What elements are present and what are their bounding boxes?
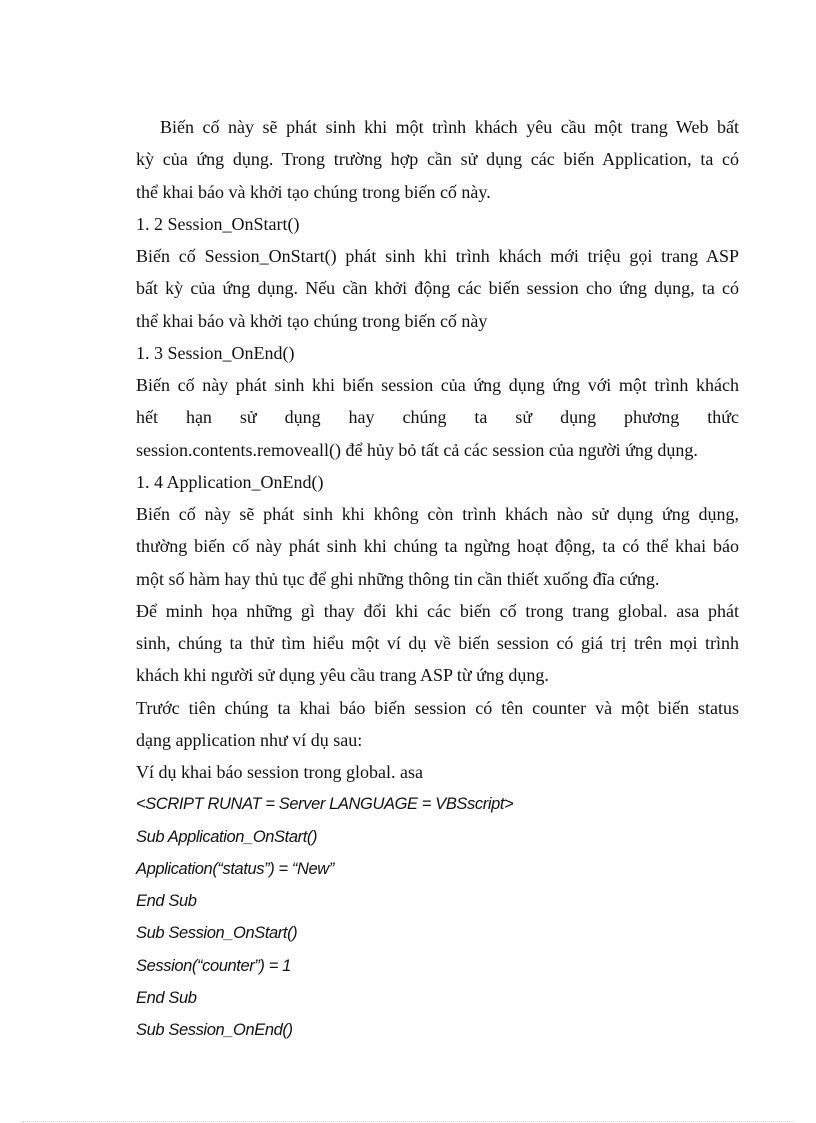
section-heading: 1. 3 Session_OnEnd() [136,342,295,363]
code-line: Sub Session_OnStart() [136,924,298,943]
paragraph-line: khách khi người sử dụng yêu cầu trang ASP từ ứng dụng. [136,665,549,686]
code-line: End Sub [136,892,197,910]
paragraph-line: sinh, chúng ta thử tìm hiểu một ví dụ về biến session có giá trị trên mọi trình [136,633,739,653]
paragraph-line: Biến cố này sẽ phát sinh khi một trình khách yêu cầu một trang Web bất [160,117,739,137]
section-heading: 1. 2 Session_OnStart() [136,213,300,234]
code-line: Application(“status”) = “New” [136,859,334,878]
section-heading: 1. 4 Application_OnEnd() [136,471,324,492]
paragraph-line: dạng application như ví dụ sau: [136,729,363,750]
paragraph-line: Biến cố này phát sinh khi biến session của ứng dụng ứng với một trình khách [136,375,739,395]
example-caption: Ví dụ khai báo session trong global. asa [136,762,423,782]
document-body [136,111,739,1046]
paragraph-line: Trước tiên chúng ta khai báo biến session có tên counter và một biến status [136,697,739,718]
paragraph-line: một số hàm hay thủ tục để ghi những thông tin cần thiết xuống đĩa cứng. [136,568,660,589]
paragraph-line: thể khai báo và khởi tạo chúng trong biến cố này [136,310,488,331]
paragraph-line: Biến cố Session_OnStart() phát sinh khi trình khách mới triệu gọi trang ASP [136,246,739,266]
paragraph-line: Để minh họa những gì thay đổi khi các biến cố trong trang global. asa phát [136,600,739,621]
paragraph-line: thường biến cố này phát sinh khi chúng ta ngừng hoạt động, ta có thể khai báo [136,536,739,557]
paragraph-line: thể khai báo và khởi tạo chúng trong biến cố này. [136,181,491,202]
paragraph-line: bất kỳ của ứng dụng. Nếu cần khởi động các biến session cho ứng dụng, ta có [136,278,739,299]
code-line: Session(“counter”) = 1 [136,956,291,975]
page-bottom-divider [22,1121,794,1122]
code-line: End Sub [136,988,197,1007]
code-line: Sub Session_OnEnd() [136,1021,293,1039]
paragraph-line: Biến cố này sẽ phát sinh khi không còn trình khách nào sử dụng ứng dụng, [136,504,739,524]
paragraph-line: kỳ của ứng dụng. Trong trường hợp cần sử dụng các biến Application, ta có [136,149,739,170]
paragraph-line: session.contents.removeall() để hủy bỏ tất cả các session của người ứng dụng. [136,439,698,460]
paragraph-line: hết hạn sử dụng hay chúng ta sử dụng phương thức [136,407,739,428]
code-line: Sub Application_OnStart() [136,827,318,846]
code-line: <SCRIPT RUNAT = Server LANGUAGE = VBSscript> [136,795,514,814]
